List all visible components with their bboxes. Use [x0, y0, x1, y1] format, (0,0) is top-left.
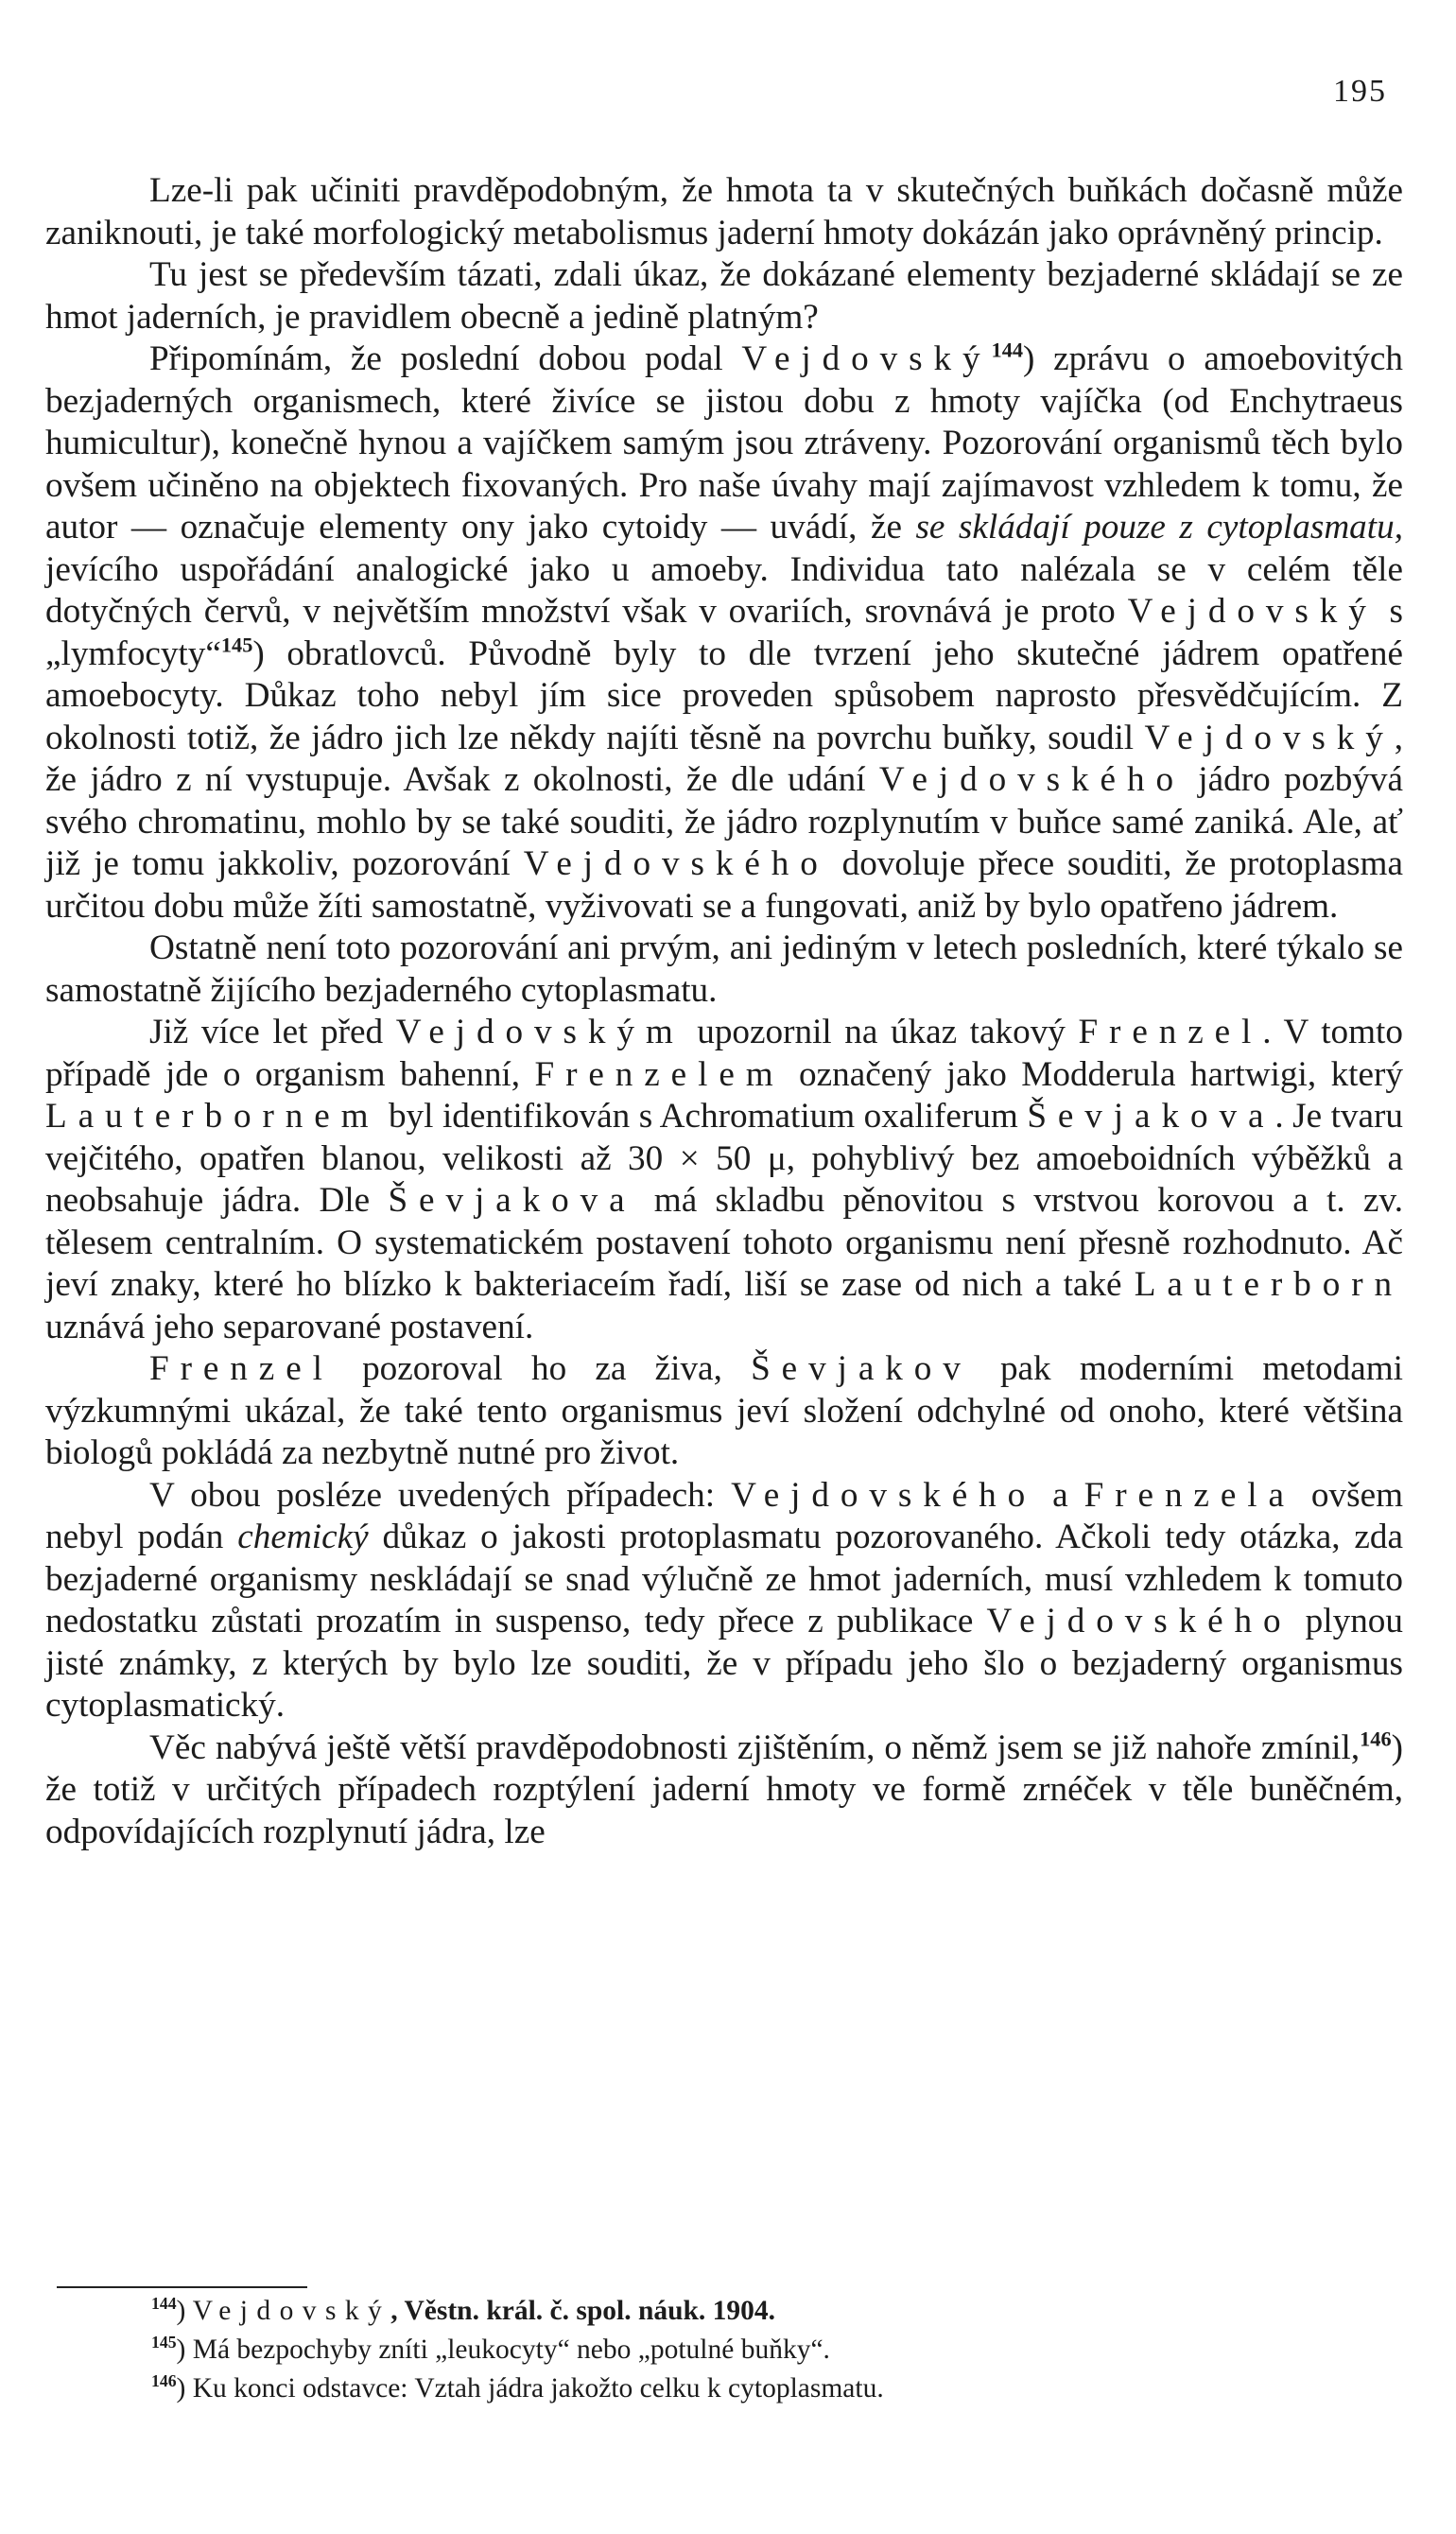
paragraph-8	[45, 1727, 1403, 1854]
author-name: Vejdovský	[1144, 718, 1395, 757]
footnote-number: 145	[151, 2333, 177, 2352]
author-name: Vejdovský	[741, 339, 992, 378]
author-name: Vejdovského	[986, 1602, 1292, 1640]
author-name: Vejdovským	[395, 1013, 685, 1051]
author-name: Frenzel	[149, 1349, 334, 1388]
text-run: upozornil na úkaz takový	[684, 1013, 1079, 1051]
author-name: Ševjakova	[1027, 1097, 1275, 1136]
author-name: Ševjakova	[388, 1181, 636, 1220]
text-run: jádro pozbývá svého chromatinu, mohlo by se také souditi, že jádro rozplynutím v buňce samé zaniká. Ale, ať již je tomu jakkoliv, pozorování	[45, 760, 1404, 883]
author-name: Frenzela	[1083, 1475, 1295, 1515]
author-name: Vejdovského	[731, 1475, 1037, 1515]
text-run: , že jádro z ní vystupuje. Avšak z okolnosti, že dle udání	[45, 718, 1403, 799]
text-run: důkaz o jakosti protoplasmatu pozorovaného. Ačkoli tedy otázka, zda bezjaderné organismy neskládají se snad výlučně ze hmot jaderních, musí vzhledem k tomuto nedostatku zůstati prozatím in suspenso, tedy přece z publikace	[45, 1518, 1404, 1640]
italic-emphasis: se skládají pouze z cytoplasmatu,	[915, 508, 1403, 547]
author-name: Lauterbornem	[45, 1097, 380, 1136]
author-name: Ševjakov	[751, 1349, 972, 1388]
text-run: pozoroval ho za živa,	[333, 1349, 752, 1388]
italic-emphasis: chemický	[237, 1518, 369, 1556]
text-run: a	[1036, 1475, 1084, 1515]
footnote-145: $^{145}$) Má bezpochyby zníti „leukocyty“ nebo „potulné buňky“.	[151, 2333, 830, 2365]
paragraph-7	[45, 1475, 1403, 1727]
footnote-number: 146	[151, 2371, 177, 2391]
author-name: Vejdovský	[192, 2296, 391, 2326]
text-run: ) že totiž v určitých případech rozptýlení jaderní hmoty ve formě zrnéček v těle buněčném, odpovídajících rozplynutí jádra, lze	[45, 1727, 1403, 1851]
author-name: Vejdovského	[878, 760, 1185, 799]
text-run: uznává jeho separované postavení.	[45, 1307, 534, 1346]
page-number: 195	[1333, 74, 1387, 109]
text-run: Věc nabývá ještě větší pravděpodobnosti zjištěním, o němž jsem se již nahoře zmínil,	[149, 1727, 1361, 1767]
footnote-divider	[57, 2286, 307, 2288]
text-run: ) zprávu o amoebovitých bezjaderných organismech, které živíce se jistou dobu z hmoty vajíčka (od Enchytraeus humicultur), konečně hynou a vajíčkem samým jsou ztráveny. Pozorování organismů těch bylo ovšem učiněno na objektech fixovaných. Pro naše úvahy mají zajímavost vzhledem k tomu, že autor — označuje elementy ony jako cytoidy — uvádí, že	[45, 339, 1403, 547]
text-run: pak moderními metodami výzkumnými ukázal, že také tento organismus jeví složení odchylné od onoho, které většina biologů pokládá za nezbytně nutné pro život.	[45, 1349, 1403, 1472]
author-name: Vejdovský	[1127, 592, 1378, 631]
paragraph-1: Lze-li pak učiniti pravděpodobným, že hmota ta v skutečných buňkách dočasně může zaniknouti, je také morfologický metabolismus jaderní hmoty dokázán jako oprávněný princip.	[45, 171, 1403, 252]
text-body	[45, 170, 1403, 1853]
text-run: označený jako Modderula hartwigi, který	[784, 1054, 1403, 1094]
text-run: plynou jisté známky, z kterých by bylo lze souditi, že v případu jeho šlo o bezjaderný organismus cytoplasmatický.	[45, 1602, 1403, 1725]
text-run: dovoluje přece souditi, že protoplasma určitou dobu může žíti samostatně, vyživovati se a fungovati, aniž by bylo opatřeno jádrem.	[45, 844, 1403, 926]
footnote-ref: 144	[991, 338, 1024, 362]
paragraph-6	[45, 1348, 1403, 1475]
paragraph-4: Ostatně není toto pozorování ani prvým, ani jediným v letech posledních, které týkalo se samostatně žijícího bezjaderného cytoplasmatu.	[45, 929, 1403, 1010]
text-run: byl identifikován s Achromatium oxaliferum	[379, 1097, 1028, 1136]
footnote-text: Má bezpochyby zníti „leukocyty“ nebo „potulné buňky“.	[192, 2334, 830, 2365]
text-run: s „lymfocyty“	[45, 592, 1403, 673]
text-run: Připomínám, že poslední dobou podal	[149, 339, 742, 378]
paragraph-2: Tu jest se především tázati, zdali úkaz, že dokázané elementy bezjaderné skládají se ze hmot jaderních, je pravidlem obecně a jedině platným?	[45, 255, 1403, 337]
footnote-ref: 145	[220, 633, 253, 657]
paragraph-3	[45, 338, 1403, 928]
text-run: ) obratlovců. Původně byly to dle tvrzení jeho skutečné jádrem opatřené amoebocyty. Důkaz toho nebyl jím sice proveden spůsobem naprosto přesvědčujícím. Z okolnosti totiž, že jádro jich lze někdy najíti těsně na povrchu buňky, soudil	[45, 634, 1403, 757]
footnotes	[151, 2292, 1409, 2408]
footnote-146: $^{146}$) Ku konci odstavce: Vztah jádra jakožto celku k cytoplasmatu.	[151, 2371, 884, 2404]
author-name: Frenzel	[1078, 1013, 1263, 1051]
footnote-144: $^{144}$) Vejdovský, Věstn. král. č. spol. náuk. 1904.	[151, 2294, 776, 2326]
text-run: Již více let před	[149, 1013, 396, 1051]
paragraph-5	[45, 1012, 1403, 1348]
text-run: . V tomto případě jde o organism bahenní,	[45, 1013, 1403, 1094]
text-run: . Je tvaru vejčitého, opatřen blanou, velikosti až 30 × 50 μ, pohyblivý bez amoeboidních výběžků a neobsahuje jádra. Dle	[45, 1097, 1404, 1220]
text-run: jevícího uspořádání analogické jako u amoeby. Individua tato nalézala se v celém těle dotyčných červů, v největším množství však v ovariích, srovnává je proto	[45, 549, 1403, 631]
author-name: Lauterborn	[1134, 1265, 1403, 1304]
text-run: má skladbu pěnovitou s vrstvou korovou a t. zv. tělesem centralním. O systematickém postavení tohoto organismu není přesně rozhodnuto. Ač jeví znaky, které ho blízko k bakteriaceím řadí, liší se zase od nich a také	[45, 1181, 1403, 1304]
footnote-ref: 146	[1360, 1727, 1392, 1751]
author-name: Vejdovského	[523, 844, 829, 883]
footnote-text: , Věstn. král. č. spol. náuk. 1904.	[390, 2296, 776, 2326]
author-name: Frenzelem	[534, 1054, 785, 1094]
text-run: V obou posléze uvedených případech:	[149, 1475, 732, 1515]
text-run: ovšem nebyl podán	[45, 1475, 1403, 1556]
footnote-text: Ku konci odstavce: Vztah jádra jakožto celku k cytoplasmatu.	[192, 2373, 884, 2404]
footnote-number: 144	[151, 2294, 177, 2314]
